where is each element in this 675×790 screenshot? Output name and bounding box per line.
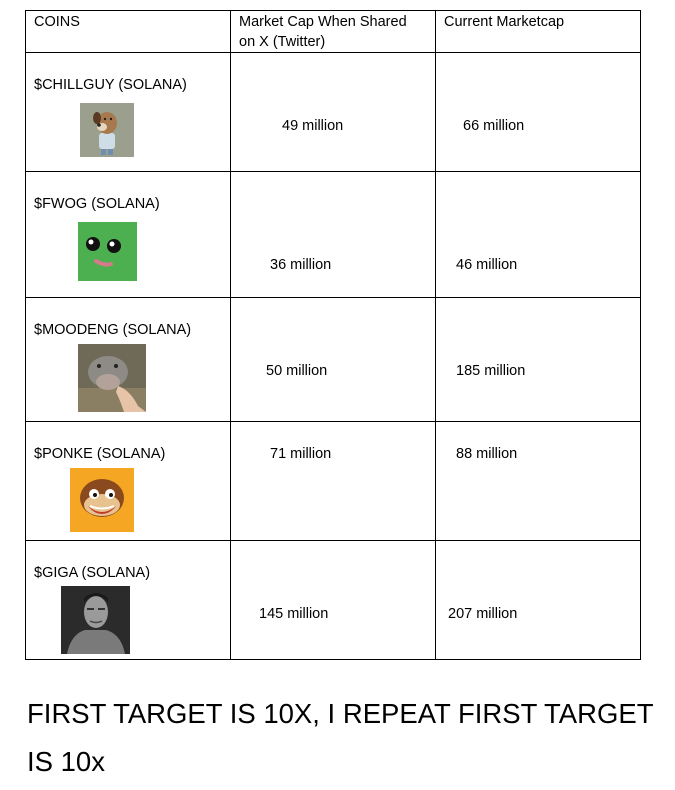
column-divider: [435, 11, 436, 659]
row-divider: [26, 540, 640, 541]
target-statement: FIRST TARGET IS 10X, I REPEAT FIRST TARGET IS 10x: [27, 698, 654, 777]
row-divider: [26, 171, 640, 172]
coin-name: $FWOG (SOLANA): [34, 196, 160, 212]
chillguy-dog-icon: [80, 103, 134, 157]
header-coins: COINS: [34, 14, 80, 30]
coin-name: $CHILLGUY (SOLANA): [34, 77, 187, 93]
header-market-cap-shared: Market Cap When Shared on X (Twitter): [239, 14, 407, 50]
row-divider: [26, 421, 640, 422]
coin-name: $GIGA (SOLANA): [34, 565, 151, 581]
fwog-frog-icon: [78, 222, 137, 281]
current-marketcap-value: 66 million: [463, 118, 525, 134]
ponke-monkey-icon: [70, 468, 134, 532]
row-divider: [26, 297, 640, 298]
marketcap-table: [25, 10, 641, 660]
coin-name: $PONKE (SOLANA): [34, 446, 166, 462]
current-marketcap-value: 88 million: [456, 446, 518, 462]
moodeng-hippo-icon: [78, 344, 146, 412]
current-marketcap-value: 185 million: [456, 363, 526, 379]
column-divider: [230, 11, 231, 659]
current-marketcap-value: 207 million: [448, 606, 518, 622]
current-marketcap-value: 46 million: [456, 257, 518, 273]
market-cap-shared-value: 71 million: [270, 446, 332, 462]
market-cap-shared-value: 50 million: [266, 363, 328, 379]
market-cap-shared-value: 36 million: [270, 257, 332, 273]
giga-chad-icon: [61, 586, 130, 654]
header-current-marketcap: Current Marketcap: [444, 14, 565, 30]
market-cap-shared-value: 49 million: [282, 118, 344, 134]
row-divider: [26, 52, 640, 53]
coin-name: $MOODENG (SOLANA): [34, 322, 192, 338]
market-cap-shared-value: 145 million: [259, 606, 329, 622]
